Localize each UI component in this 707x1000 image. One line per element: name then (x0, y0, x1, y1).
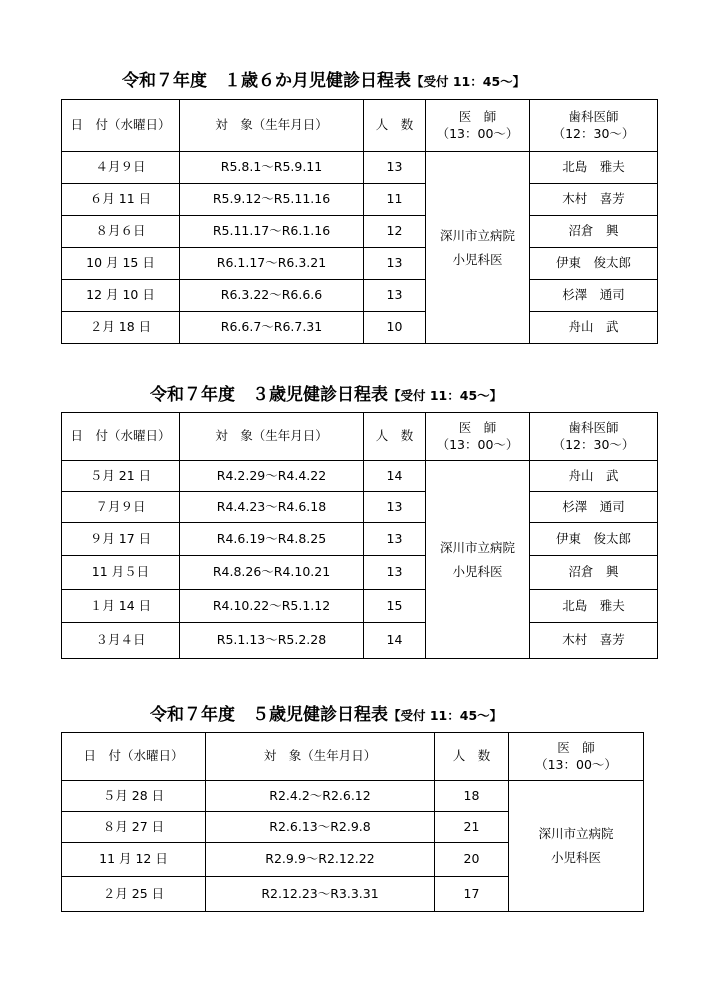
cell-target: R4.6.19～R4.8.25 (180, 523, 364, 556)
cell-count: 17 (435, 877, 509, 912)
cell-date: ９月 17 日 (62, 523, 180, 556)
cell-target: R6.1.17～R6.3.21 (180, 248, 364, 280)
cell-count: 11 (364, 184, 426, 216)
doctor-line-2: 小児科医 (452, 251, 503, 267)
table-row (62, 781, 644, 812)
cell-target: R4.2.29～R4.4.22 (180, 461, 364, 492)
cell-target: R6.3.22～R6.6.6 (180, 280, 364, 312)
header-doctor-time: （13：00～） (535, 756, 617, 772)
header-dentist-time: （12：30～） (552, 125, 635, 141)
header-row (62, 733, 644, 781)
table-row (62, 248, 658, 280)
cell-count: 13 (364, 523, 426, 556)
cell-dentist: 舟山 武 (530, 312, 658, 344)
cell-date: ３月４日 (62, 623, 180, 659)
header-target: 対 象（生年月日） (206, 733, 435, 781)
cell-count: 18 (435, 781, 509, 812)
header-date: 日 付（水曜日） (62, 733, 206, 781)
cell-date: ８月 27 日 (62, 812, 206, 843)
cell-target: R2.6.13～R2.9.8 (206, 812, 435, 843)
cell-target: R5.11.17～R6.1.16 (180, 216, 364, 248)
doctor-line-2: 小児科医 (550, 850, 601, 865)
cell-count: 12 (364, 216, 426, 248)
header-date: 日 付（水曜日） (62, 413, 180, 461)
cell-target: R4.10.22～R5.1.12 (180, 590, 364, 623)
title-text: 令和７年度 ５歳児健診日程表 (150, 705, 388, 725)
cell-target: R2.12.23～R3.3.31 (206, 877, 435, 912)
cell-dentist: 北島 雅夫 (530, 152, 658, 184)
header-date: 日 付（水曜日） (62, 100, 180, 152)
reception-time: 【受付 11：45～】 (388, 388, 503, 403)
cell-date: 10 月 15 日 (62, 248, 180, 280)
cell-target: R5.8.1～R5.9.11 (180, 152, 364, 184)
title-text: 令和７年度 ３歳児健診日程表 (150, 385, 388, 405)
header-dentist (530, 413, 658, 461)
cell-date: ４月９日 (62, 152, 180, 184)
table-row (62, 184, 658, 216)
cell-target: R2.4.2～R2.6.12 (206, 781, 435, 812)
cell-target: R4.4.23～R4.6.18 (180, 492, 364, 523)
header-count: 人 数 (364, 413, 426, 461)
cell-count: 20 (435, 843, 509, 877)
cell-count: 13 (364, 152, 426, 184)
doctor-line-1: 深川市立病院 (439, 227, 515, 243)
header-doctor (426, 100, 530, 152)
cell-count: 13 (364, 492, 426, 523)
cell-count: 14 (364, 623, 426, 659)
cell-date: 12 月 10 日 (62, 280, 180, 312)
table-row (62, 461, 658, 492)
cell-target: R2.9.9～R2.12.22 (206, 843, 435, 877)
header-doctor-title: 医 師 (557, 739, 595, 755)
table-row (62, 152, 658, 184)
cell-dentist: 木村 喜芳 (530, 184, 658, 216)
cell-date: 11 月 12 日 (62, 843, 206, 877)
cell-date: ７月９日 (62, 492, 180, 523)
cell-date: ５月 21 日 (62, 461, 180, 492)
cell-date: 11 月５日 (62, 556, 180, 590)
cell-target: R5.1.13～R5.2.28 (180, 623, 364, 659)
cell-count: 10 (364, 312, 426, 344)
schedule-table-1y6m (61, 99, 658, 344)
cell-count: 14 (364, 461, 426, 492)
header-dentist-title: 歯科医師 (568, 419, 619, 435)
header-count: 人 数 (364, 100, 426, 152)
cell-doctor (426, 152, 530, 344)
schedule-table-3y (61, 412, 658, 659)
cell-date: ８月６日 (62, 216, 180, 248)
cell-count: 13 (364, 248, 426, 280)
reception-time: 【受付 11：45～】 (388, 708, 503, 723)
cell-count: 15 (364, 590, 426, 623)
cell-dentist: 沼倉 興 (530, 216, 658, 248)
cell-count: 21 (435, 812, 509, 843)
table-row (62, 312, 658, 344)
schedule-title-1y6m (122, 66, 525, 91)
doctor-line-2: 小児科医 (452, 563, 503, 579)
doctor-line-1: 深川市立病院 (439, 539, 515, 555)
cell-dentist: 伊東 俊太郎 (530, 248, 658, 280)
cell-date: ２月 25 日 (62, 877, 206, 912)
table-row (62, 492, 658, 523)
table-row (62, 556, 658, 590)
cell-dentist: 舟山 武 (530, 461, 658, 492)
cell-date: １月 14 日 (62, 590, 180, 623)
schedule-title-5y (150, 700, 502, 725)
cell-count: 13 (364, 556, 426, 590)
header-dentist (530, 100, 658, 152)
header-doctor-title: 医 師 (458, 419, 497, 435)
header-target: 対 象（生年月日） (180, 413, 364, 461)
header-count: 人 数 (435, 733, 509, 781)
cell-date: ５月 28 日 (62, 781, 206, 812)
cell-dentist: 杉澤 通司 (530, 280, 658, 312)
cell-doctor (426, 461, 530, 659)
header-doctor-time: （13：00～） (436, 125, 519, 141)
cell-target: R6.6.7～R6.7.31 (180, 312, 364, 344)
cell-doctor (509, 781, 644, 912)
header-doctor-title: 医 師 (458, 108, 497, 124)
cell-dentist: 伊東 俊太郎 (530, 523, 658, 556)
header-dentist-title: 歯科医師 (568, 108, 619, 124)
cell-dentist: 杉澤 通司 (530, 492, 658, 523)
cell-target: R5.9.12～R5.11.16 (180, 184, 364, 216)
header-row (62, 413, 658, 461)
header-target: 対 象（生年月日） (180, 100, 364, 152)
header-row (62, 100, 658, 152)
cell-target: R4.8.26～R4.10.21 (180, 556, 364, 590)
header-doctor (426, 413, 530, 461)
table-row (62, 590, 658, 623)
cell-dentist: 木村 喜芳 (530, 623, 658, 659)
header-doctor (509, 733, 644, 781)
table-row (62, 280, 658, 312)
cell-dentist: 沼倉 興 (530, 556, 658, 590)
cell-dentist: 北島 雅夫 (530, 590, 658, 623)
cell-date: ６月 11 日 (62, 184, 180, 216)
header-doctor-time: （13：00～） (436, 436, 519, 452)
table-row (62, 523, 658, 556)
reception-time: 【受付 11：45～】 (411, 74, 526, 89)
schedule-table-5y (61, 732, 644, 912)
title-text: 令和７年度 １歳６か月児健診日程表 (122, 71, 411, 91)
cell-count: 13 (364, 280, 426, 312)
table-row (62, 216, 658, 248)
schedule-title-3y (150, 380, 502, 405)
header-dentist-time: （12：30～） (552, 436, 635, 452)
table-row (62, 623, 658, 659)
doctor-line-1: 深川市立病院 (538, 826, 614, 842)
cell-date: ２月 18 日 (62, 312, 180, 344)
